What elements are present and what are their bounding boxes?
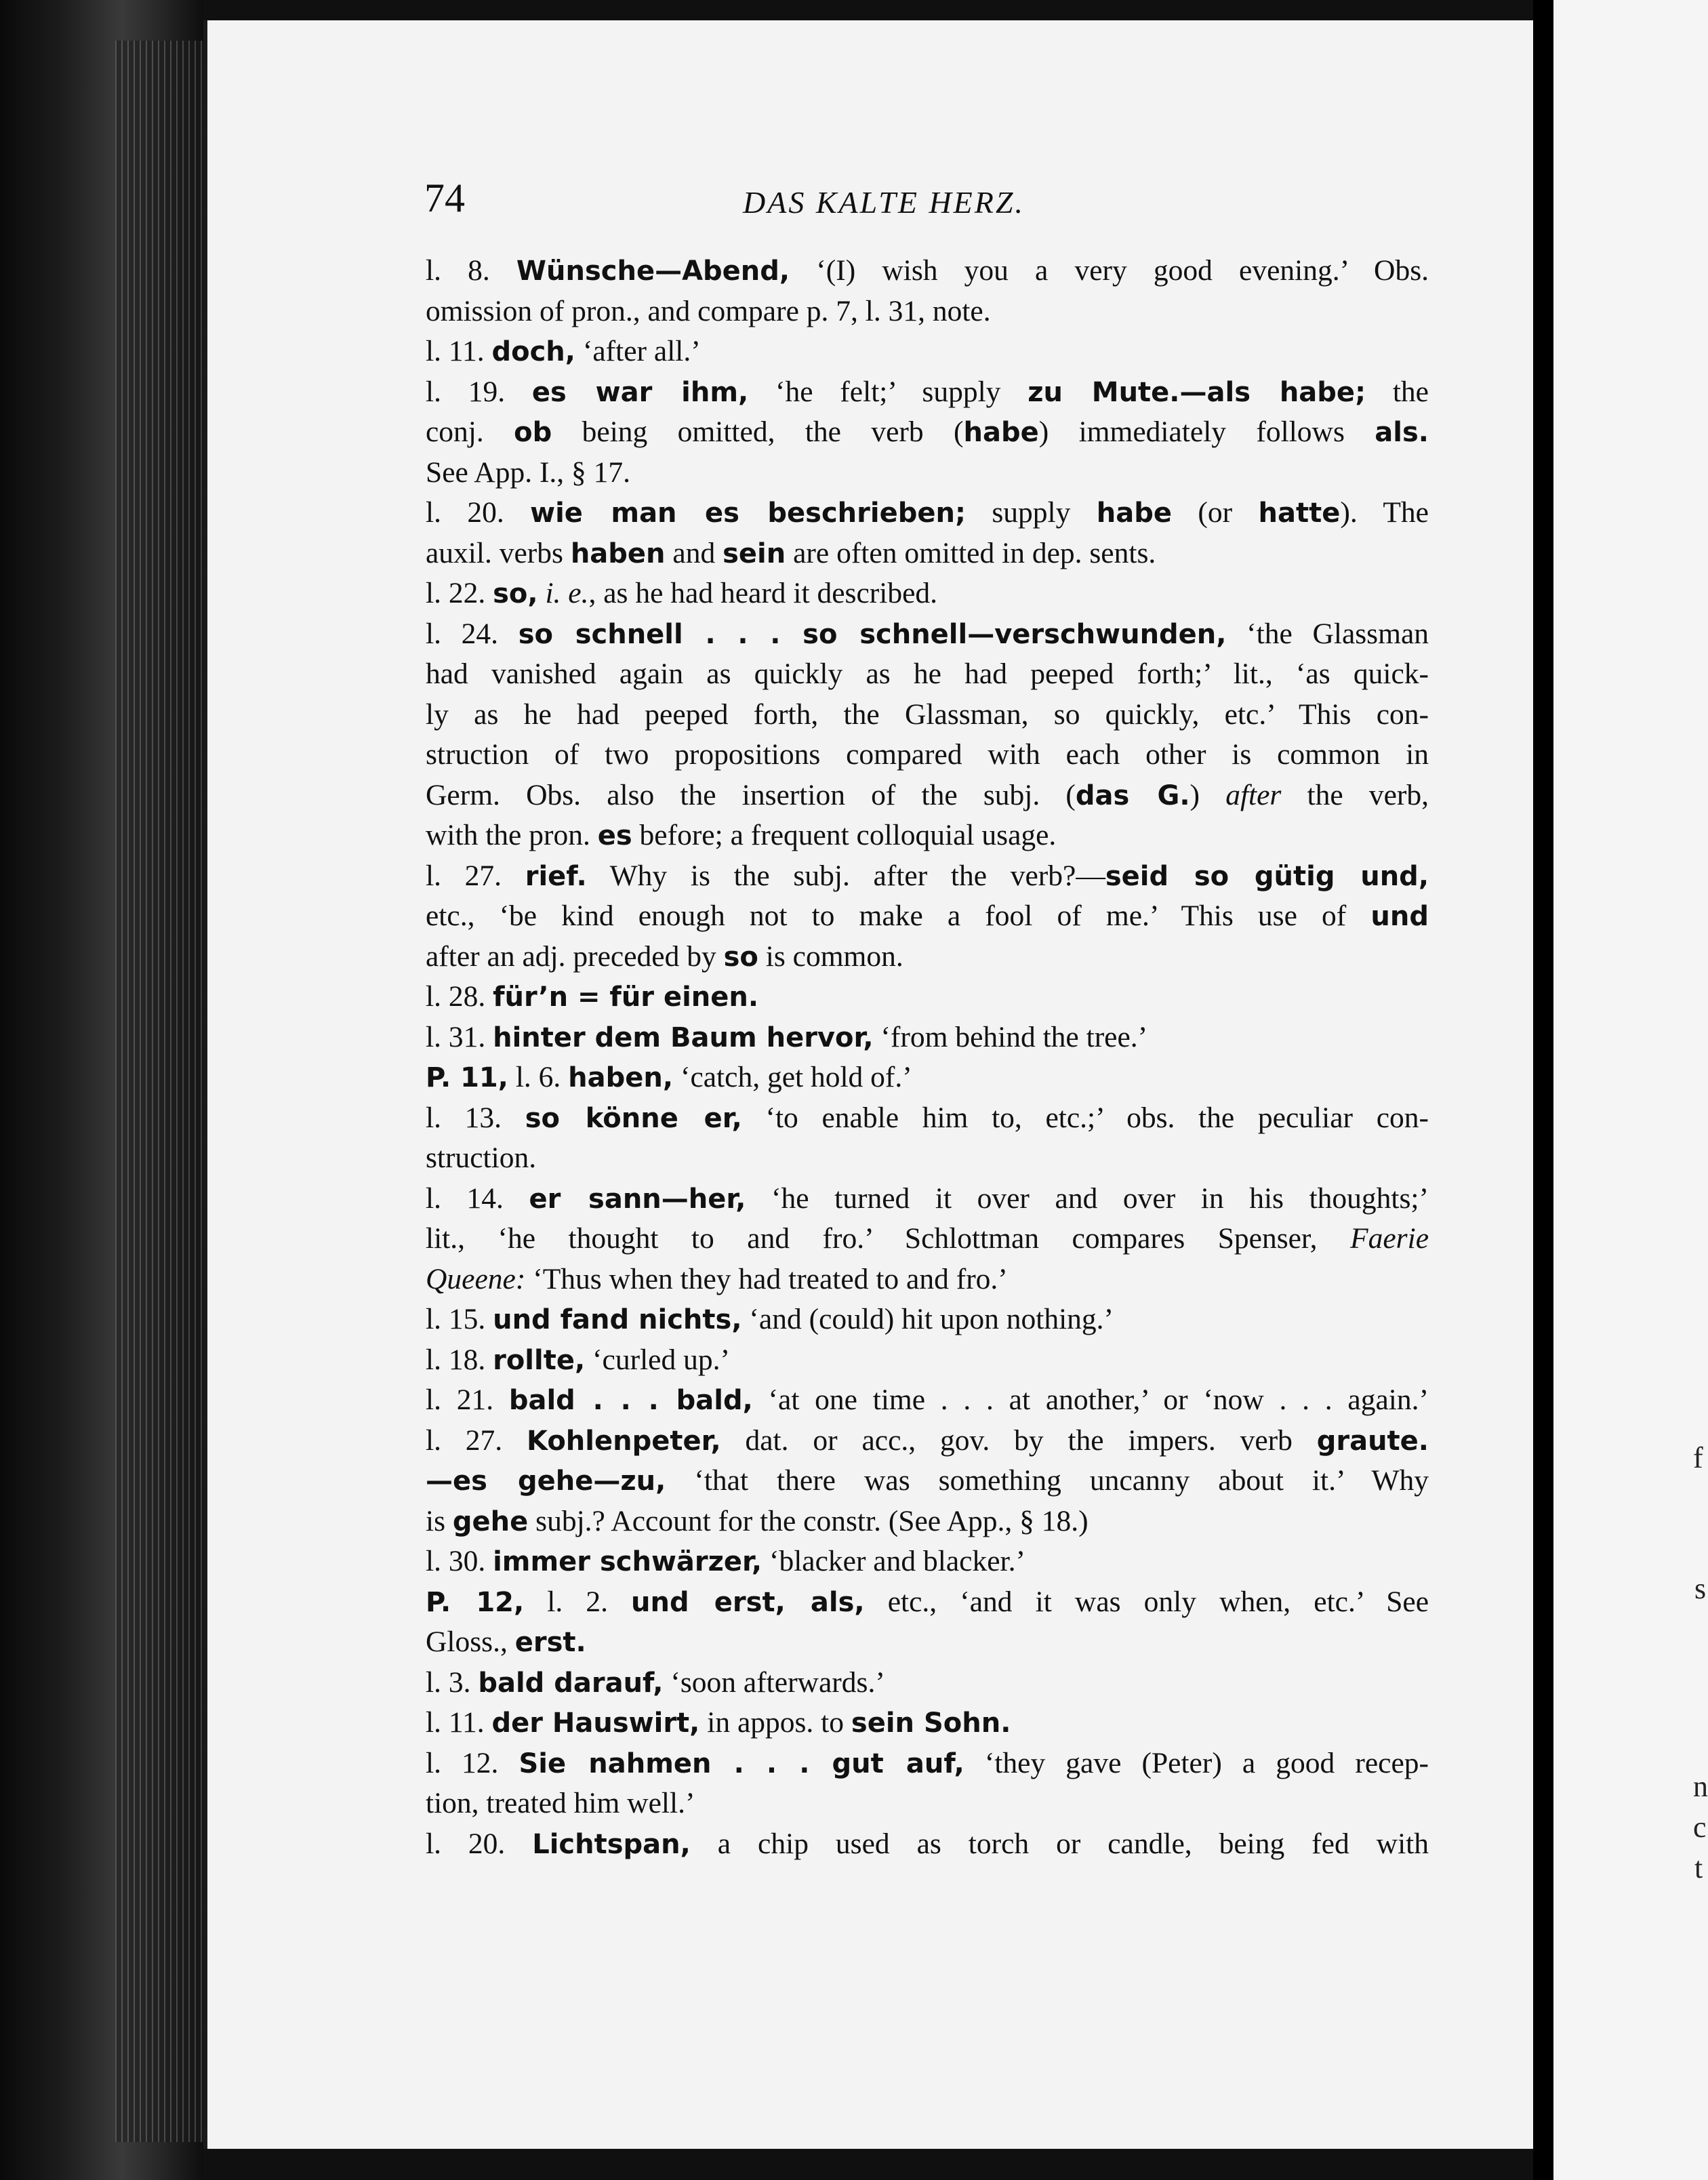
note-line [426,1299,1429,1340]
note-text: after an adj. preceded by [426,940,724,973]
headword: so könne er, [525,1102,742,1134]
headword: haben, [568,1062,674,1093]
headword: so schnell . . . so schnell—verschwunden, [518,618,1227,650]
note-text: struction. [426,1142,537,1174]
note-line [426,1703,1429,1743]
running-title: DAS KALTE HERZ. [743,185,1025,220]
note-text: the [1366,375,1429,408]
note-text: l. 21. [426,1384,509,1416]
headword: der Hauswirt, [491,1708,700,1739]
note-line [426,735,1429,775]
headword: Lichtspan, [532,1828,691,1860]
note-text: l. 27. [426,859,525,892]
note-line [426,1057,1429,1098]
note-text: ‘Thus when they had treated to and fro.’ [525,1262,1008,1295]
note-text: ‘and (could) hit upon nothing.’ [741,1303,1114,1335]
note-text: the verb, [1281,778,1429,811]
note-line [426,1582,1429,1623]
note-text: had vanished again as quickly as he had peeped forth;’ lit., ‘as quick- [426,658,1429,690]
headword: rief. [525,860,587,892]
note-text: Germ. Obs. also the insertion of the subj. ( [426,778,1076,811]
headword: P. 12, [426,1586,525,1618]
note-text: etc., ‘be kind enough not to make a fool of me.’ This use of [426,900,1371,932]
note-text: being omitted, the verb ( [552,416,964,448]
headword: immer schwärzer, [493,1546,762,1577]
headword: das G. [1075,780,1190,811]
note-text: l. 11. [426,335,492,367]
note-line [426,1219,1429,1259]
note-line [426,856,1429,897]
note-line [426,251,1429,291]
headword: habe [1096,498,1172,529]
note-text: l. 2. [524,1585,632,1618]
note-line [426,331,1429,372]
note-line [426,1179,1429,1219]
note-text: ‘to enable him to, etc.;’ obs. the peculiar con- [741,1101,1429,1134]
next-page-strip [1553,0,1708,2180]
note-text: is common. [758,940,903,973]
italic-text: after [1225,778,1282,811]
headword: er sann—her, [529,1183,746,1215]
note-text: ‘at one time . . . at another,’ or ‘now . . . again.’ [752,1384,1429,1416]
headword: hatte [1258,498,1341,529]
headword: so [723,941,758,973]
note-line [426,453,1429,493]
note-text: ‘he turned it over and over in his thoughts;’ [746,1182,1429,1215]
note-line [426,1783,1429,1824]
note-text: ‘catch, get hold of.’ [673,1061,912,1093]
note-text: ‘(I) wish you a very good evening.’ Obs. [790,254,1429,287]
note-text: (or [1172,496,1259,529]
headword: und fand nichts, [493,1304,742,1335]
note-text: l. 19. [426,375,532,408]
note-text: dat. or acc., gov. by the impers. verb [720,1424,1317,1457]
note-line [426,1380,1429,1421]
book-page-edges [0,0,203,2180]
headword: für’n = für einen. [493,982,759,1013]
italic-text: Queene: [426,1262,526,1295]
note-line [426,695,1429,735]
headword: Wünsche—Abend, [516,256,790,287]
headword: haben [570,538,666,569]
note-text: ‘they gave (Peter) a good recep- [964,1746,1429,1779]
page-number: 74 [424,176,465,220]
note-text: before; a frequent colloquial usage. [632,819,1057,851]
note-text: struction of two propositions compared with each other is common in [426,738,1429,771]
note-text: l. 20. [426,1827,533,1860]
note-line [426,1743,1429,1784]
headword: bald darauf, [478,1667,664,1699]
note-text: l. 13. [426,1101,525,1134]
note-line [426,977,1429,1017]
headword: und erst, als, [631,1586,865,1618]
note-line [426,1138,1429,1179]
book-spine-gutter [1533,0,1556,2180]
note-text: omission of pron., and compare p. 7, l. 31, note. [426,294,991,327]
note-line [426,1421,1429,1461]
note-text: ‘curled up.’ [585,1343,730,1376]
note-text: ‘soon afterwards.’ [663,1666,885,1699]
headword: sein Sohn. [851,1708,1011,1739]
note-text: a chip used as torch or candle, being fed with [690,1827,1429,1860]
stacked-page-edges [115,41,203,2142]
note-text: conj. [426,416,514,448]
headword: —es gehe—zu, [426,1466,666,1497]
note-text: , as he had heard it described. [588,577,938,609]
headword: seid so gütig und, [1105,860,1429,892]
note-line [426,372,1429,413]
headword: habe [963,417,1039,448]
headword: als. [1375,417,1429,448]
headword: bald . . . bald, [508,1385,753,1416]
note-text: ‘from behind the tree.’ [873,1020,1148,1053]
next-page-fragment: t [1694,1851,1703,1884]
note-text: ‘he felt;’ supply [748,375,1028,408]
headword: Kohlenpeter, [527,1425,721,1457]
note-text: l. 18. [426,1343,493,1376]
note-text: with the pron. [426,819,598,851]
note-text: etc., ‘and it was only when, etc.’ See [864,1585,1429,1618]
headword: erst. [514,1627,586,1658]
note-text: auxil. verbs [426,536,571,569]
note-text: l. 11. [426,1706,492,1739]
next-page-fragment: n [1693,1770,1708,1803]
headword: und [1370,901,1429,932]
note-text: ‘after all.’ [575,335,701,367]
note-text: is [426,1504,453,1537]
note-text: ‘blacker and blacker.’ [762,1545,1025,1577]
note-text: l. 6. [508,1061,569,1093]
italic-text: i. e. [545,577,589,609]
headword: so, [493,578,538,609]
headword: Sie nahmen . . . gut auf, [518,1748,964,1779]
note-text: supply [965,496,1097,529]
headword: graute. [1316,1425,1429,1457]
headword: doch, [491,336,575,367]
note-text: l. 12. [426,1746,519,1779]
note-text [538,577,546,609]
note-text: Gloss., [426,1626,515,1658]
note-text: and [665,536,723,569]
note-text: Why is the subj. after the verb?— [586,859,1105,892]
note-line [426,1461,1429,1501]
note-line [426,1098,1429,1139]
page-header [424,175,1427,229]
note-line [426,896,1429,937]
headword: ob [514,417,552,448]
note-line [426,937,1429,977]
note-text: subj.? Account for the constr. (See App., § 18.) [528,1504,1089,1537]
italic-text: Faerie [1350,1222,1429,1255]
note-line [426,533,1429,574]
note-text: See App. I., § 17. [426,456,631,489]
note-line [426,1663,1429,1703]
note-line [426,1340,1429,1381]
headword: zu Mute.—als habe; [1028,376,1366,408]
note-line [426,573,1429,614]
note-text: l. 22. [426,577,493,609]
headword: gehe [452,1506,529,1537]
note-text: are often omitted in dep. sents. [786,536,1156,569]
note-text: l. 15. [426,1303,493,1335]
headword: es war ihm, [531,376,749,408]
notes-body [426,251,1429,1864]
note-line [426,1017,1429,1058]
note-text: ) [1190,778,1226,811]
note-text: l. 8. [426,254,516,287]
note-text: l. 14. [426,1182,529,1215]
note-text: ) immediately follows [1038,416,1375,448]
next-page-fragment: c [1693,1811,1707,1844]
note-text: lit., ‘he thought to and fro.’ Schlottman compares Spenser, [426,1222,1351,1255]
note-line [426,1824,1429,1865]
note-text: l. 30. [426,1545,493,1577]
note-text: l. 27. [426,1424,527,1457]
note-line [426,815,1429,856]
note-text: l. 31. [426,1020,493,1053]
note-text: l. 28. [426,980,493,1013]
next-page-fragment: s [1694,1572,1707,1605]
headword: wie man es beschrieben; [530,498,966,529]
note-line [426,775,1429,816]
note-line [426,1622,1429,1663]
headword: rollte, [493,1344,586,1376]
note-line [426,1541,1429,1582]
note-text: ly as he had peeped forth, the Glassman, so quickly, etc.’ This con- [426,698,1429,731]
note-text: l. 20. [426,496,531,529]
headword: sein [723,538,786,569]
note-text: in appos. to [699,1706,851,1739]
note-line [426,412,1429,453]
note-line [426,493,1429,533]
note-line [426,1259,1429,1300]
note-text: l. 3. [426,1666,479,1699]
note-text: ‘the Glassman [1226,617,1429,650]
headword: es [597,820,632,851]
note-line [426,654,1429,695]
note-text: ). The [1340,496,1429,529]
note-text: ‘that there was something uncanny about it.’ Why [666,1464,1429,1497]
note-line [426,614,1429,655]
note-line [426,1501,1429,1542]
headword: P. 11, [426,1062,508,1093]
next-page-fragment: f [1693,1441,1703,1474]
note-text: l. 24. [426,617,518,650]
note-text: tion, treated him well.’ [426,1787,695,1819]
note-line [426,291,1429,332]
headword: hinter dem Baum hervor, [493,1022,874,1053]
